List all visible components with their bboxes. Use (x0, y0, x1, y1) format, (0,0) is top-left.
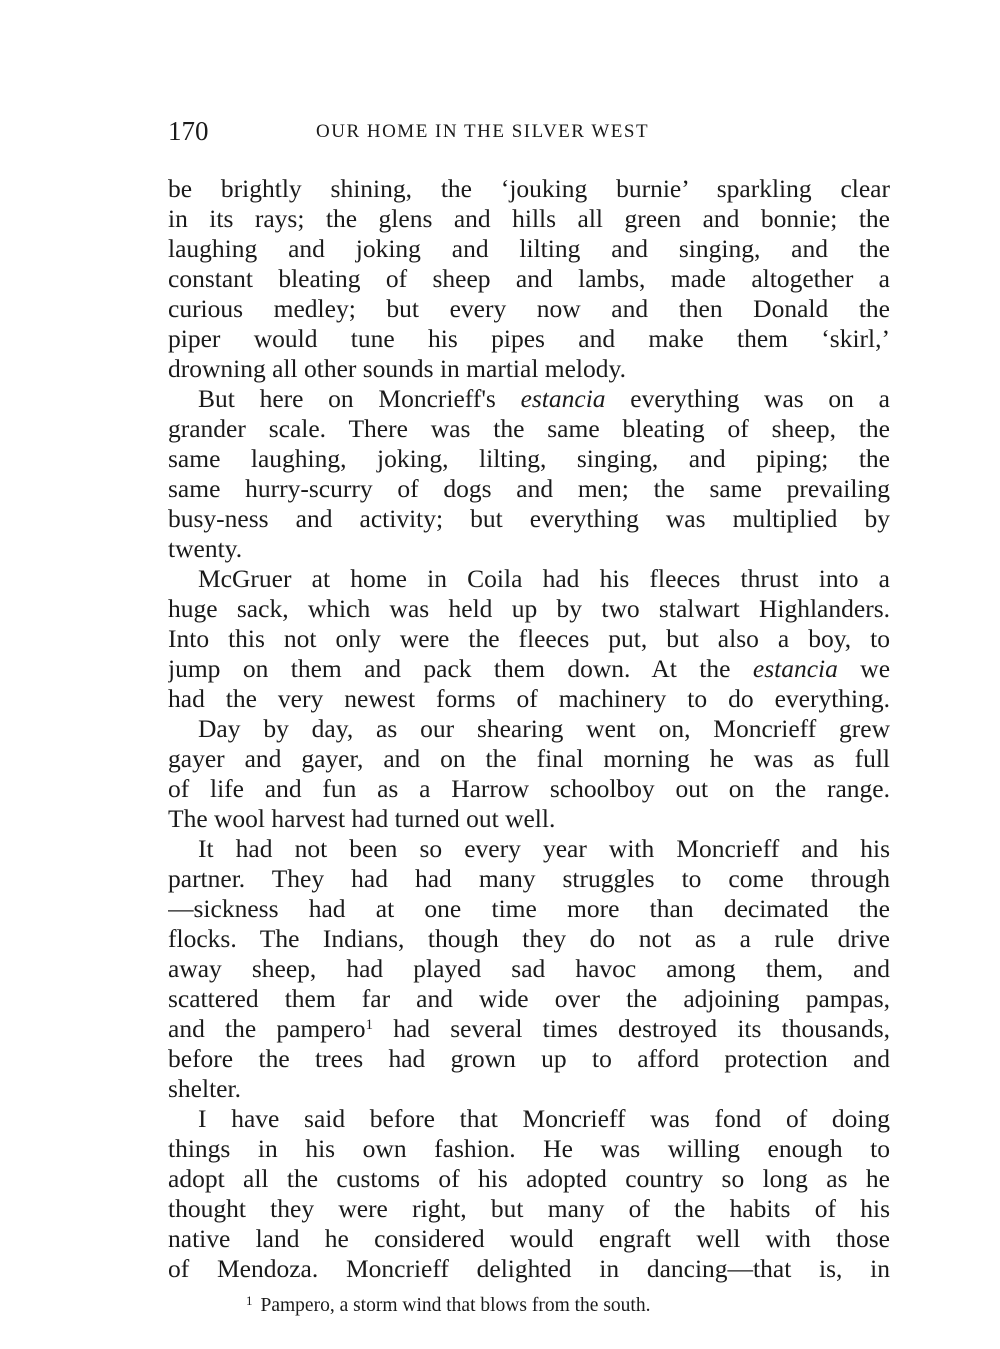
body-text (168, 174, 890, 1284)
text-line: drowning all other sounds in martial melody. (168, 354, 626, 383)
text-line: had the very newest forms of machinery to do everything. (168, 684, 890, 713)
text-line: —sickness had at one time more than decimated the (168, 894, 890, 923)
text-line: things in his own fashion. He was willing enough to (168, 1134, 890, 1163)
text-line: McGruer at home in Coila had his fleeces thrust into a (198, 564, 890, 593)
text-line: huge sack, which was held up by two stalwart Highlanders. (168, 594, 890, 623)
text-line: But here on Moncrieff's estancia everything was on a (198, 384, 890, 413)
text-line: adopt all the customs of his adopted country so long as he (168, 1164, 890, 1193)
text-line: thought they were right, but many of the habits of his (168, 1194, 890, 1223)
text-line: away sheep, had played sad havoc among them, and (168, 954, 890, 983)
text-line: constant bleating of sheep and lambs, made altogether a (168, 264, 890, 293)
text-line: of life and fun as a Harrow schoolboy out on the range. (168, 774, 890, 803)
text-line: Day by day, as our shearing went on, Moncrieff grew (198, 714, 890, 743)
footnote-text: Pampero, a storm wind that blows from the south. (260, 1295, 651, 1316)
text-line: shelter. (168, 1074, 241, 1103)
text-line: grander scale. There was the same bleating of sheep, the (168, 414, 890, 443)
text-line: same laughing, joking, lilting, singing, and piping; the (168, 444, 890, 473)
text-line: twenty. (168, 534, 243, 563)
text-line: scattered them far and wide over the adjoining pampas, (168, 984, 890, 1013)
text-line: flocks. The Indians, though they do not as a rule drive (168, 924, 890, 953)
text-line: curious medley; but every now and then Donald the (168, 294, 890, 323)
text-line: busy-ness and activity; but everything was multiplied by (168, 504, 890, 533)
footnote-marker: 1 (246, 1293, 253, 1308)
running-title: OUR HOME IN THE SILVER WEST (316, 121, 650, 142)
text-line: I have said before that Moncrieff was fond of doing (198, 1104, 890, 1133)
footnote (246, 1288, 650, 1319)
text-line: jump on them and pack them down. At the estancia we (168, 654, 890, 683)
text-line: native land he considered would engraft well with those (168, 1224, 890, 1253)
text-line: laughing and joking and lilting and singing, and the (168, 234, 890, 263)
text-line: of Mendoza. Moncrieff delighted in dancing—that is, in (168, 1254, 890, 1283)
text-line: It had not been so every year with Moncrieff and his (198, 834, 890, 863)
text-line: same hurry-scurry of dogs and men; the same prevailing (168, 474, 890, 503)
page-header (168, 116, 890, 146)
text-line: before the trees had grown up to afford protection and (168, 1044, 890, 1073)
text-line: be brightly shining, the ‘jouking burnie’ sparkling clear (168, 174, 890, 203)
italic-term: estancia (752, 654, 838, 683)
page-number: 170 (168, 116, 209, 146)
text-line: partner. They had had many struggles to come through (168, 864, 890, 893)
text-line: gayer and gayer, and on the final morning he was as full (168, 744, 890, 773)
text-line: The wool harvest had turned out well. (168, 804, 556, 833)
text-line: piper would tune his pipes and make them ‘skirl,’ (168, 324, 890, 353)
text-line: Into this not only were the fleeces put, but also a boy, to (168, 624, 890, 653)
text-line: in its rays; the glens and hills all green and bonnie; the (168, 204, 890, 233)
footnote-reference: 1 (365, 1017, 374, 1033)
italic-term: estancia (520, 384, 606, 413)
text-line: and the pampero$^1$ had several times destroyed its thousands, (168, 1014, 890, 1043)
